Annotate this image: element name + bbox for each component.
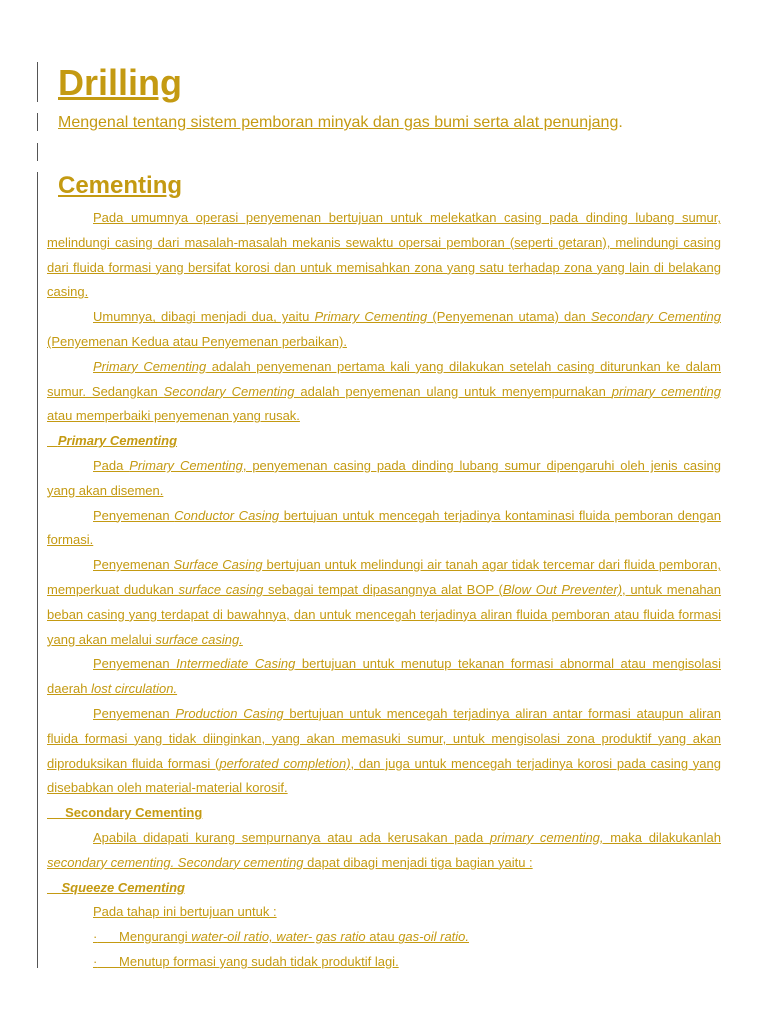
paragraph: Umumnya, dibagi menjadi dua, yaitu Primary Cementing (Penyemenan utama) dan Secondary Cementing (Penyemenan Kedua atau Penyemenan perbaikan). bbox=[47, 309, 721, 349]
list-item: · Mengurangi water-oil ratio, water- gas ratio atau gas-oil ratio. bbox=[93, 929, 470, 945]
left-border-rule bbox=[37, 62, 38, 102]
left-border-rule bbox=[37, 172, 38, 968]
paragraph: Penyemenan Intermediate Casing bertujuan untuk menutup tekanan formasi abnormal atau mengisolasi daerah lost circulation. bbox=[47, 656, 721, 697]
bullet-icon: · bbox=[93, 929, 98, 945]
paragraph: Pada umumnya operasi penyemenan bertujuan untuk melekatkan casing pada dinding lubang sumur, melindungi casing dari masalah-masalah mekanis sewaktu opersai pemboran (seperti getaran), melindungi casing dari fluida formasi yang bersifat korosi dan untuk memisahkan zona yang satu terhadap zona yang lain di belakang casing. bbox=[47, 210, 721, 300]
paragraph: Pada tahap ini bertujuan untuk : bbox=[93, 904, 277, 920]
paragraph: Pada Primary Cementing, penyemenan casing pada dinding lubang sumur dipengaruhi oleh jenis casing yang akan disemen. bbox=[47, 457, 721, 498]
section-heading-primary: Primary Cementing bbox=[57, 433, 178, 449]
paragraph: Apabila didapati kurang sempurnanya atau ada kerusakan pada primary cementing, maka dilakukanlah secondary cementing. Secondary cementing dapat dibagi menjadi tiga bagian yaitu : bbox=[47, 829, 721, 870]
paragraph: Penyemenan Surface Casing bertujuan untuk melindungi air tanah agar tidak tercemar dari fluida pemboran, memperkuat dudukan surface casing sebagai tempat dipasangnya alat BOP (Blow Out Preventer), untuk menahan beban casing yang terdapat di bawahnya, dan untuk mencegah terjadinya aliran fluida pemboran atau fluida formasi yang akan melalui surface casing. bbox=[47, 557, 722, 647]
site-title-link[interactable]: Drilling bbox=[58, 62, 182, 103]
section-heading-secondary: Secondary Cementing bbox=[65, 805, 203, 821]
bullet-icon: · bbox=[93, 953, 98, 969]
tagline-link[interactable]: Mengenal tentang sistem pemboran minyak dan gas bumi serta alat penunjang bbox=[58, 114, 619, 131]
tagline-period: . bbox=[618, 114, 623, 131]
left-border-rule bbox=[37, 143, 38, 161]
list-item: · Menutup formasi yang sudah tidak produktif lagi. bbox=[93, 953, 399, 969]
paragraph: Primary Cementing adalah penyemenan pertama kali yang dilakukan setelah casing diturunkan ke dalam sumur. Sedangkan Secondary Cementing adalah penyemenan ulang untuk menyempurnakan primary cementing atau memperbaiki penyemenan yang rusak. bbox=[47, 358, 721, 424]
post-body bbox=[47, 206, 721, 975]
post-title-link[interactable]: Cementing bbox=[58, 172, 183, 199]
section-heading-squeeze: Squeeze Cementing bbox=[61, 879, 185, 895]
site-tagline bbox=[58, 112, 623, 134]
paragraph: Penyemenan Conductor Casing bertujuan untuk mencegah terjadinya kontaminasi fluida pemboran dengan formasi. bbox=[47, 507, 721, 548]
left-border-rule bbox=[37, 113, 38, 131]
paragraph: Penyemenan Production Casing bertujuan untuk mencegah terjadinya aliran antar formasi ataupun aliran fluida formasi yang tidak diinginkan, yang akan memasuki sumur, untuk mengisolasi zona produktif yang akan diproduksikan fluida formasi (perforated completion), dan juga untuk mencegah terjadinya korosi pada casing yang disebabkan oleh material-material korosif. bbox=[47, 705, 721, 796]
